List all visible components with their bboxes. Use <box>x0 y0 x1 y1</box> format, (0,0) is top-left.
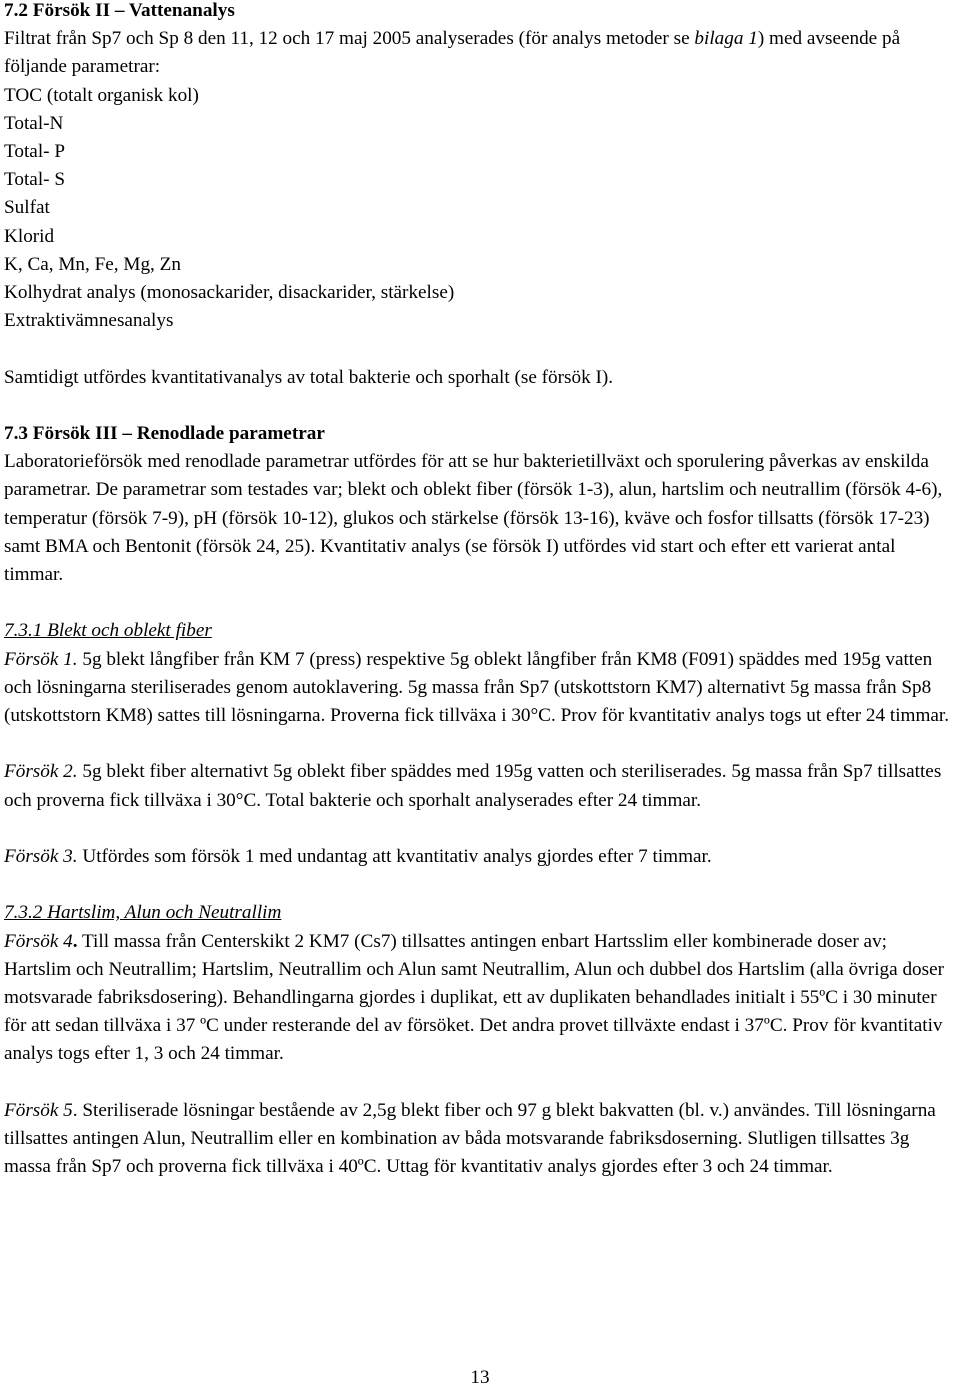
experiment-paragraph <box>4 928 956 1069</box>
experiment-paragraph <box>4 646 956 731</box>
parameter-item: Klorid <box>4 225 55 247</box>
intro-text-a: Filtrat från Sp7 och Sp 8 den 11, 12 och 17 maj 2005 analyserades (för analys metoder se <box>4 28 695 50</box>
experiment-text: Till massa från Centerskikt 2 KM7 (Cs7) tillsattes antingen enbart Hartsslim eller kombinerade doser av; Hartslim och Neutrallim; Hartslim, Neutrallim och Alun samt Neutrallim, Alun och dubbel dos Hartslim (alla övriga doser motsvarade fabriksdosering). Behandlingarna gjordes i duplikat, ett av duplikaten behandlades initialt i 55ºC i 30 minuter för att sedan tillväxa i 37 ºC under resterande del av försöket. Det andra provet tillväxte endast i 37ºC. Prov för kvantitativ analys togs efter 1, 3 och 24 timmar. <box>4 930 944 1065</box>
parameter-item: Total- S <box>4 169 66 191</box>
parameter-item: TOC (totalt organisk kol) <box>4 84 199 106</box>
experiment-text: 5g blekt långfiber från KM 7 (press) respektive 5g oblekt långfiber från KM8 (F091) späddes med 195g vatten och lösningarna steriliserades genom autoklavering. 5g massa från Sp7 (utskottstorn KM7) alternativt 5g massa från Sp8 (utskottstorn KM8) sattes till lösningarna. Proverna fick tillväxa i 30°C. Prov för kvantitativ analys togs ut efter 24 timmar. <box>4 648 950 727</box>
parameter-item: Extraktivämnesanalys <box>4 310 174 332</box>
parameter-item: Total- P <box>4 141 66 163</box>
spacer <box>4 871 956 899</box>
experiment-text: Utfördes som försök 1 med undantag att kvantitativ analys gjordes efter 7 timmar. <box>77 846 712 868</box>
parameter-list <box>4 82 956 336</box>
parameter-item: Sulfat <box>4 197 50 219</box>
experiment-text: Steriliserade lösningar bestående av 2,5g blekt fiber och 97 g blekt bakvatten (bl. v.) användes. Till lösningarna tillsattes antingen Alun, Neutrallim eller en kombination av båda motsvarande fabriksdoserning. Slutligen tillsattes 3g massa från Sp7 och proverna fick tillväxa i 40ºC. Uttag för kvantitativ analys gjordes efter 3 och 24 timmar. <box>4 1099 936 1178</box>
subsection-heading-7-3-1: 7.3.1 Blekt och oblekt fiber <box>4 620 212 642</box>
experiment-label-dot: . <box>72 1099 78 1121</box>
section-7-2-intro <box>4 25 956 81</box>
experiment-text: 5g blekt fiber alternativt 5g oblekt fiber späddes med 195g vatten och steriliserades. 5g massa från Sp7 tillsattes och proverna fick tillväxa i 30°C. Total bakterie och sporhalt analyserades efter 24 timmar. <box>4 761 942 811</box>
document-page <box>4 0 956 1181</box>
appendix-reference: bilaga 1 <box>694 28 758 50</box>
parameter-item: Kolhydrat analys (monosackarider, disackarider, stärkelse) <box>4 282 455 304</box>
parameter-item: Total-N <box>4 112 64 134</box>
experiment-label: Försök 4 <box>4 930 73 952</box>
section-heading-7-3: 7.3 Försök III – Renodlade parametrar <box>4 423 325 445</box>
experiment-label: Försök 1. <box>4 648 78 670</box>
spacer <box>4 1069 956 1097</box>
experiment-label: Försök 5 <box>4 1099 73 1121</box>
experiment-paragraph <box>4 758 956 814</box>
section-heading-7-2: 7.2 Försök II – Vattenanalys <box>4 0 235 21</box>
subsection-heading-7-3-2: 7.3.2 Hartslim, Alun och Neutrallim <box>4 902 282 924</box>
page-number: 13 <box>470 1367 490 1388</box>
spacer <box>4 335 956 363</box>
section-7-2-note: Samtidigt utfördes kvantitativanalys av total bakterie och sporhalt (se försök I). <box>4 366 614 388</box>
experiment-paragraph <box>4 843 956 871</box>
spacer <box>4 589 956 617</box>
experiment-label: Försök 2. <box>4 761 78 783</box>
section-7-3-body: Laboratorieförsök med renodlade parametrar utfördes för att se hur bakterietillväxt och sporulering påverkas av enskilda parametrar. De parametrar som testades var; blekt och oblekt fiber (försök 1-3), alun, hartslim och neutrallim (försök 4-6), temperatur (försök 7-9), pH (försök 10-12), glukos och stärkelse (försök 13-16), kväve och fosfor tillsatts (försök 17-23) samt BMA och Bentonit (försök 24, 25). Kvantitativ analys (se försök I) utfördes vid start och efter ett varierat antal timmar. <box>4 451 943 586</box>
intro-text-b: ) med avseende på följande parametrar: <box>4 28 901 78</box>
spacer <box>4 730 956 758</box>
parameter-item: K, Ca, Mn, Fe, Mg, Zn <box>4 253 181 275</box>
experiment-label-dot: . <box>72 930 78 952</box>
spacer <box>4 815 956 843</box>
experiment-paragraph <box>4 1097 956 1182</box>
experiment-label: Försök 3. <box>4 846 78 868</box>
spacer <box>4 392 956 420</box>
